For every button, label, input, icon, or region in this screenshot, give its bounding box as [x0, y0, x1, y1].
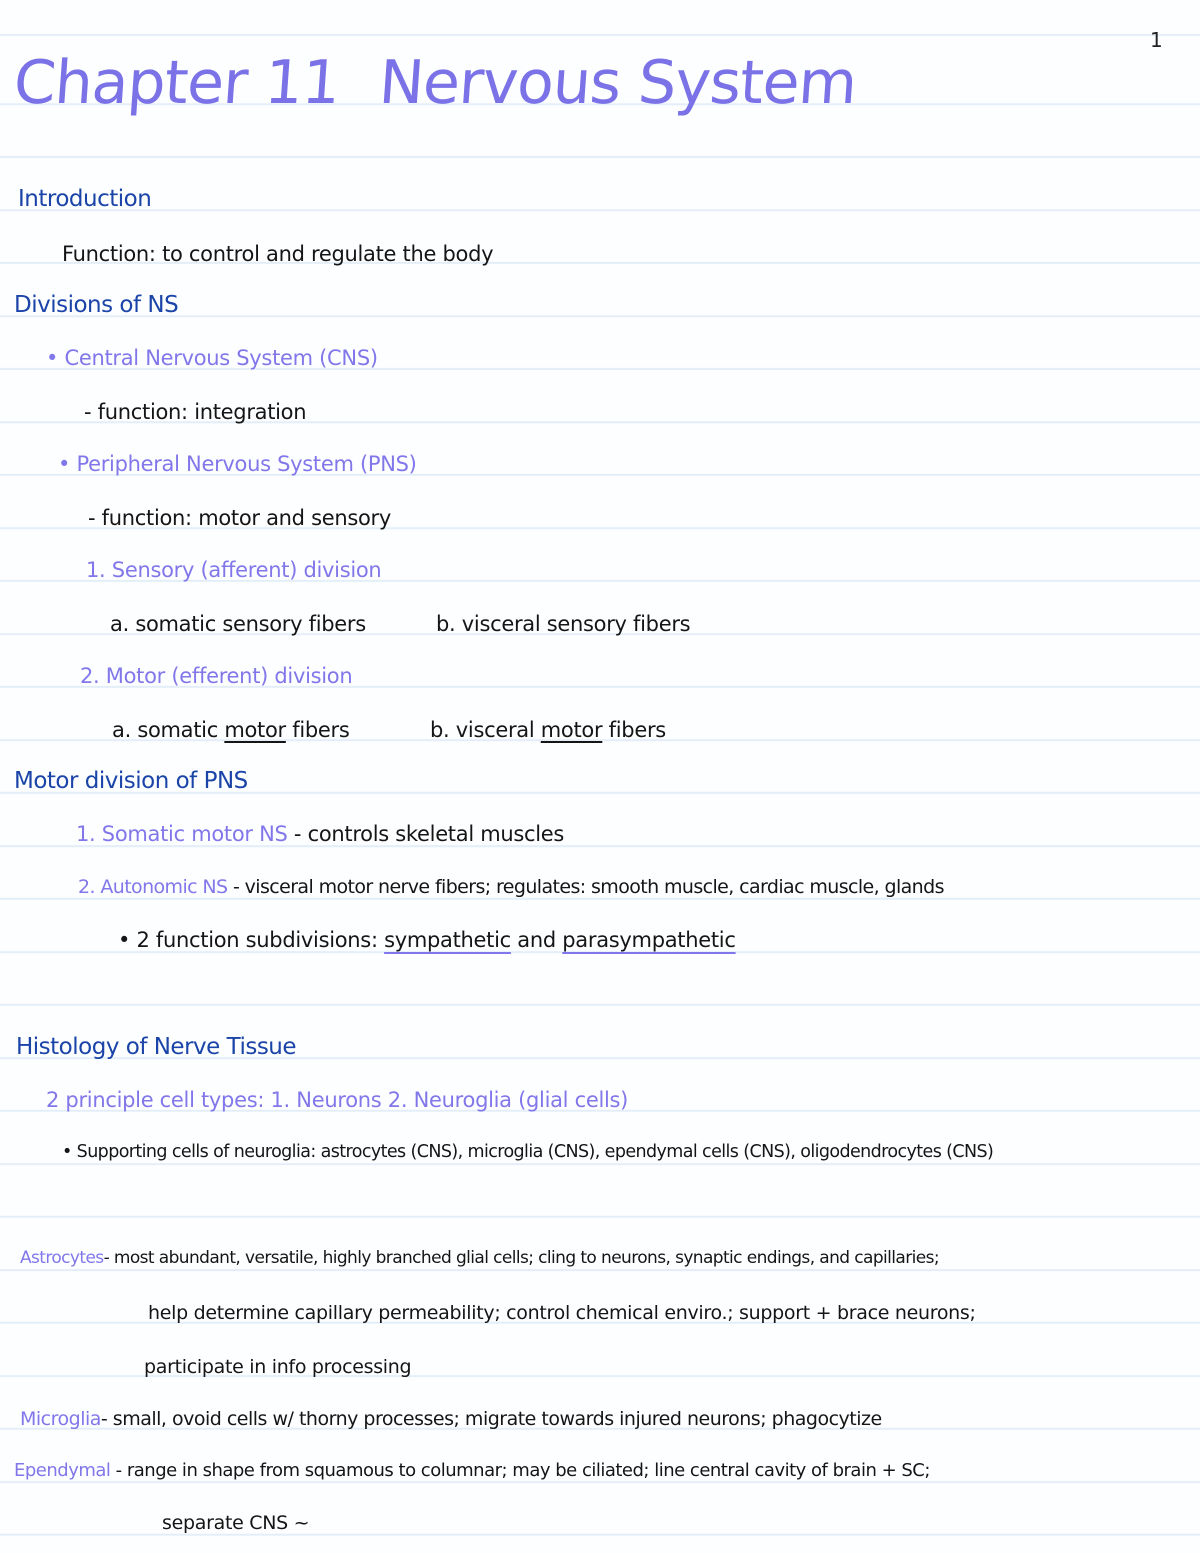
astrocytes-line-3: participate in info processing — [144, 1356, 412, 1378]
autonomic-ns: 2. Autonomic NS - visceral motor nerve fibers; regulates: smooth muscle, cardiac muscle, glands — [78, 876, 944, 898]
motor-somatic: a. somatic motor fibers — [112, 718, 350, 742]
microglia-note: Microglia- small, ovoid cells w/ thorny processes; migrate towards injured neurons; phagocytize — [20, 1408, 882, 1430]
sensory-division: 1. Sensory (afferent) division — [86, 558, 382, 582]
astrocytes-label: Astrocytes — [20, 1248, 104, 1268]
somatic-motor-ns: 1. Somatic motor NS - controls skeletal muscles — [76, 822, 565, 846]
sensory-visceral: b. visceral sensory fibers — [436, 612, 691, 636]
astrocytes-note: Astrocytes- most abundant, versatile, highly branched glial cells; cling to neurons, synaptic endings, and capillaries; — [20, 1248, 939, 1268]
function-subdivisions: • 2 function subdivisions: sympathetic and parasympathetic — [118, 928, 736, 952]
supporting-cells: • Supporting cells of neuroglia: astrocytes (CNS), microglia (CNS), ependymal cells (CNS), oligodendrocytes (CNS) — [62, 1142, 994, 1162]
motor-visceral: b. visceral motor fibers — [430, 718, 666, 742]
page-number: 1 — [1150, 28, 1163, 52]
microglia-label: Microglia — [20, 1408, 101, 1430]
title-subject: Nervous System — [376, 48, 859, 118]
underlined-motor: motor — [224, 718, 286, 742]
section-heading-divisions — [10, 292, 200, 318]
introduction-function: Function: to control and regulate the body — [62, 242, 494, 266]
pns-function: - function: motor and sensory — [88, 506, 391, 530]
page-title — [12, 48, 859, 118]
cns-function: - function: integration — [84, 400, 307, 424]
cell-types: 2 principle cell types: 1. Neurons 2. Neuroglia (glial cells) — [46, 1088, 629, 1112]
ependymal-note: Ependymal - range in shape from squamous to columnar; may be ciliated; line central cavity of brain + SC; — [14, 1460, 930, 1481]
cns-item: • Central Nervous System (CNS) — [46, 346, 378, 370]
pns-item: • Peripheral Nervous System (PNS) — [58, 452, 417, 476]
ependymal-line-2: separate CNS ~ — [162, 1512, 310, 1534]
section-heading-motor-division — [10, 768, 270, 794]
sensory-somatic: a. somatic sensory fibers — [110, 612, 366, 636]
sympathetic-term: sympathetic — [384, 928, 511, 952]
section-heading-introduction — [14, 186, 173, 212]
underlined-motor: motor — [540, 718, 603, 742]
introduction-heading: Introduction — [14, 186, 173, 212]
astrocytes-line-2: help determine capillary permeability; control chemical enviro.; support + brace neurons; — [148, 1302, 976, 1324]
parasympathetic-term: parasympathetic — [562, 928, 736, 952]
title-chapter: Chapter 11 — [11, 48, 342, 118]
ependymal-label: Ependymal — [14, 1460, 111, 1481]
divisions-heading: Divisions of NS — [10, 292, 200, 318]
histology-heading: Histology of Nerve Tissue — [12, 1034, 318, 1060]
motor-division: 2. Motor (efferent) division — [80, 664, 353, 688]
motor-division-heading: Motor division of PNS — [10, 768, 270, 794]
section-heading-histology — [12, 1034, 318, 1060]
